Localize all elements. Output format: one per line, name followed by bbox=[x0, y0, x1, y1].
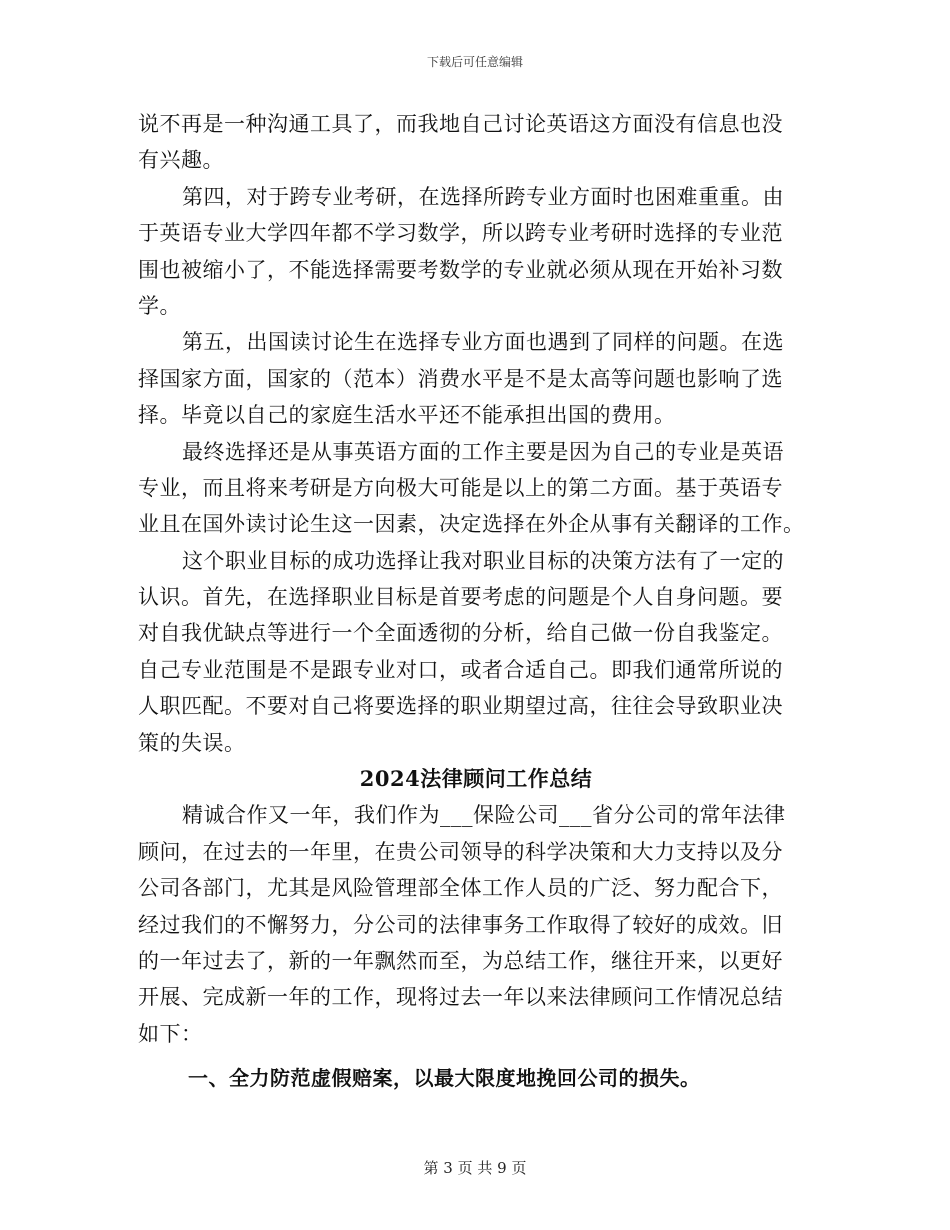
text-line: 策的失误。 bbox=[138, 730, 246, 755]
text-line: 围也被缩小了，不能选择需要考数学的专业就必须从现在开始补习数 bbox=[138, 257, 783, 282]
text-line: 开展、完成新一年的工作，现将过去一年以来法律顾问工作情况总结 bbox=[138, 985, 783, 1010]
text-line: 对自我优缺点等进行一个全面透彻的分析，给自己做一份自我鉴定。 bbox=[138, 621, 783, 646]
page-header: 下载后可任意编辑 bbox=[426, 55, 523, 69]
text-line: 精诚合作又一年，我们作为___保险公司___省分公司的常年法律 bbox=[182, 803, 786, 828]
text-line: 择。毕竟以自己的家庭生活水平还不能承担出国的费用。 bbox=[138, 403, 676, 428]
text-line: 最终选择还是从事英语方面的工作主要是因为自己的专业是英语 bbox=[182, 439, 784, 464]
text-line: 于英语专业大学四年都不学习数学，所以跨专业考研时选择的专业范 bbox=[138, 221, 783, 246]
text-line: 人职匹配。不要对自己将要选择的职业期望过高，往往会导致职业决 bbox=[138, 694, 783, 719]
text-line: 这个职业目标的成功选择让我对职业目标的决策方法有了一定的 bbox=[182, 548, 784, 573]
document-body bbox=[138, 106, 806, 1097]
text-line: 自己专业范围是不是跟专业对口，或者合适自己。即我们通常所说的 bbox=[138, 657, 783, 682]
text-line: 顾问，在过去的一年里，在贵公司领导的科学决策和大力支持以及分 bbox=[138, 839, 783, 864]
section-heading: 一、全力防范虚假赔案，以最大限度地挽回公司的损失。 bbox=[188, 1066, 701, 1091]
text-line: 经过我们的不懈努力，分公司的法律事务工作取得了较好的成效。旧 bbox=[138, 912, 783, 937]
section-title: 2024法律顾问工作总结 bbox=[359, 766, 593, 792]
text-line: 业且在国外读讨论生这一因素，决定选择在外企从事有关翻译的工作。 bbox=[138, 512, 805, 537]
text-line: 的一年过去了，新的一年飘然而至，为总结工作，继往开来，以更好 bbox=[138, 948, 783, 973]
text-line: 择国家方面，国家的（范本）消费水平是不是太高等问题也影响了选 bbox=[138, 366, 783, 391]
page-footer: 第 3 页 共 9 页 bbox=[423, 1159, 527, 1177]
text-line: 第四，对于跨专业考研，在选择所跨专业方面时也困难重重。由 bbox=[182, 184, 784, 209]
text-line: 如下： bbox=[138, 1021, 203, 1046]
text-line: 第五，出国读讨论生在选择专业方面也遇到了同样的问题。在选 bbox=[182, 330, 784, 355]
text-line: 公司各部门，尤其是风险管理部全体工作人员的广泛、努力配合下， bbox=[138, 876, 783, 901]
text-line: 学。 bbox=[138, 293, 181, 318]
text-line: 专业，而且将来考研是方向极大可能是以上的第二方面。基于英语专 bbox=[138, 475, 783, 500]
text-line: 有兴趣。 bbox=[138, 148, 224, 173]
text-line: 认识。首先，在选择职业目标是首要考虑的问题是个人自身问题。要 bbox=[138, 585, 783, 610]
text-line: 说不再是一种沟通工具了，而我地自己讨论英语这方面没有信息也没 bbox=[138, 112, 783, 136]
